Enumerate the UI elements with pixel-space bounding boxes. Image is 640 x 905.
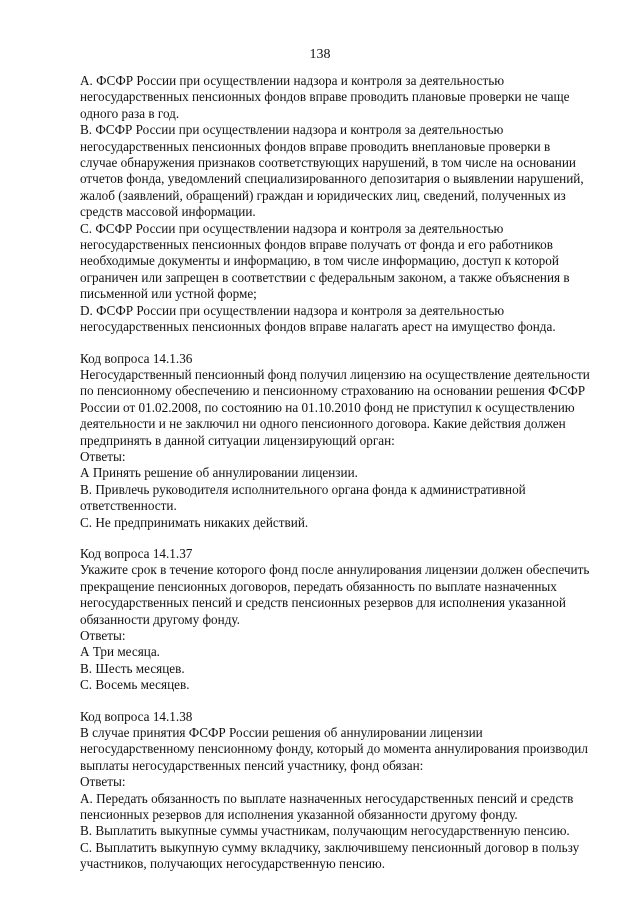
question-code: Код вопроса 14.1.37 [80,545,193,561]
question-text: Негосударственный пенсионный фонд получил лицензию на осуществление деятельности по пенсионному обеспечению и пенсионному страхованию на основании решения ФСФР России от 01.02.2008, по состоянию на 01.10.2010 фонд не приступил к осуществлению деятельности и не заключил ни одного пенсионного договора. Какие действия должен предпринять в данной ситуации лицензирующий орган: [80,366,590,448]
answers-list [80,644,590,693]
answer-item: B. Шесть месяцев. [80,660,185,676]
option-a: A. ФСФР России при осуществлении надзора и контроля за деятельностью негосударственных пенсионных фондов вправе проводить плановые проверки не чаще одного раза в год. [80,73,570,121]
intro-options [80,73,590,336]
question-text: Укажите срок в течение которого фонд после аннулирования лицензии должен обеспечить прекращение пенсионных договоров, передать обязанность по выплате назначенных негосударственных пенсий и средств пенсионных резервов для исполнения указанной обязанности другому фонду. [80,562,590,627]
option-c: C. ФСФР России при осуществлении надзора и контроля за деятельностью негосударственных пенсионных фондов вправе получать от фонда и его работников необходимые документы и информацию, в том числе информацию, доступ к которой ограничен или запрещен в соответствии с федеральным законом, а также объяснения в письменной или устной форме; [80,220,570,302]
option-d: D. ФСФР России при осуществлении надзора и контроля за деятельностью негосударственных пенсионных фондов вправе налагать арест на имущество фонда. [80,302,556,335]
answer-item: B. Привлечь руководителя исполнительного органа фонда к административной ответственности. [80,481,526,514]
answers-label: Ответы: [80,628,126,643]
page-body [80,73,590,873]
question-code: Код вопроса 14.1.38 [80,708,193,724]
question-14-1-36 [80,351,590,531]
answer-item: C. Не предпринимать никаких действий. [80,514,309,530]
question-code: Код вопроса 14.1.36 [80,350,193,366]
option-b: B. ФСФР России при осуществлении надзора и контроля за деятельностью негосударственных пенсионных фондов вправе проводить внеплановые проверки в случае обнаружения признаков соответствующих нарушений, в том числе на основании отчетов фонда, уведомлений специализированного депозитария о выявлении нарушений, жалоб (заявлений, обращений) граждан и юридических лиц, сведений, полученных из средств массовой информации. [80,122,584,220]
answer-item: C. Выплатить выкупную сумму вкладчику, заключившему пенсионный договор в пользу участников, получающих негосударственную пенсию. [80,839,580,872]
page-number: 138 [309,47,331,62]
answer-item: B. Выплатить выкупные суммы участникам, получающим негосударственную пенсию. [80,823,570,839]
answer-item: А Три месяца. [80,644,160,660]
answers-list [80,465,590,531]
answer-item: А Принять решение об аннулировании лицензии. [80,465,358,481]
question-text: В случае принятия ФСФР России решения об аннулировании лицензии негосударственному пенсионному фонду, который до момента аннулирования производил выплаты негосударственных пенсий участнику, фонд обязан: [80,725,588,773]
answers-label: Ответы: [80,774,126,790]
question-14-1-38 [80,709,590,873]
question-14-1-37 [80,546,590,694]
answer-item: A. Передать обязанность по выплате назначенных негосударственных пенсий и средств пенсионных резервов для исполнения указанной обязанности другому фонду. [80,790,574,823]
answers-label: Ответы: [80,448,126,464]
answers-list [80,791,590,873]
answer-item: C. Восемь месяцев. [80,677,190,693]
